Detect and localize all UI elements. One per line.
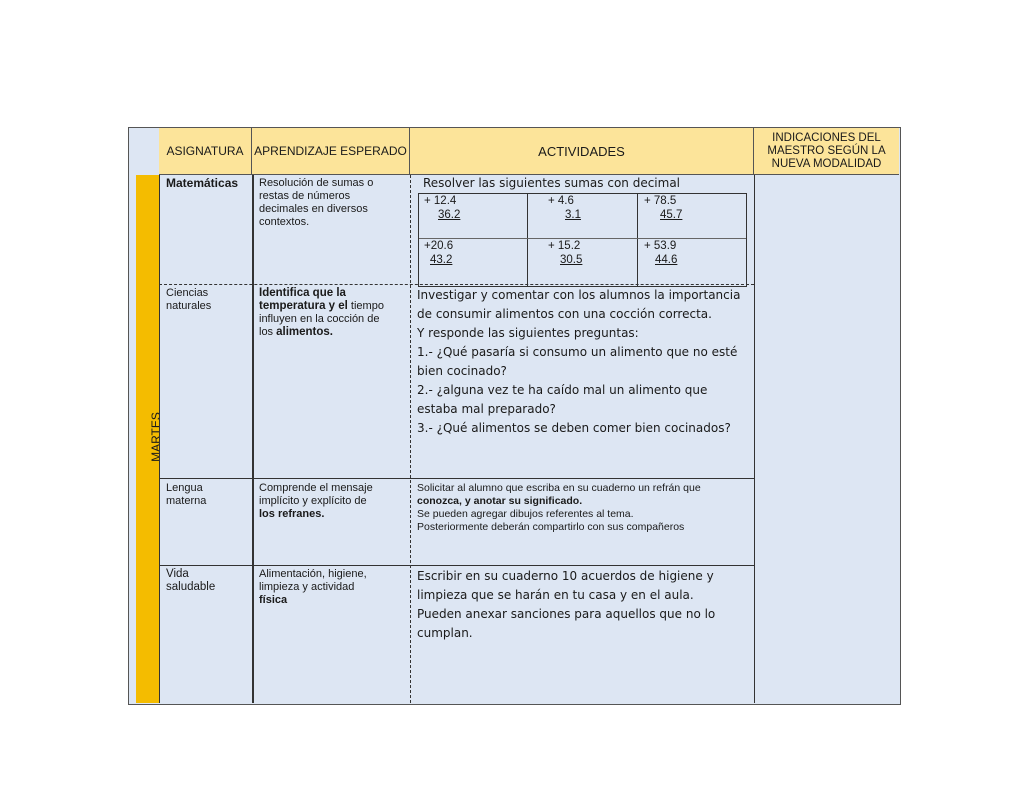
sum-1-b: 36.2 bbox=[438, 209, 461, 221]
sum-3-a: + 78.5 bbox=[644, 195, 677, 207]
sum-4-a: +20.6 bbox=[424, 240, 454, 252]
day-label: MARTES bbox=[148, 412, 163, 462]
learning-lengua bbox=[259, 482, 384, 521]
activity-vida-line: Escribir en su cuaderno 10 acuerdos de higiene y limpieza que se harán en tu casa y en el aula. bbox=[417, 569, 714, 602]
sum-2-b: 3.1 bbox=[565, 209, 581, 221]
activity-lengua-line: Solicitar al alumno que escriba en su cuaderno un refrán que bbox=[417, 482, 701, 494]
subject-lengua: Lengua materna bbox=[166, 482, 207, 507]
activity-ciencias-line: Investigar y comentar con los alumnos la importancia de consumir alimentos con una cocción correcta. bbox=[417, 288, 741, 321]
activity-ciencias-line: 2.- ¿alguna vez te ha caído mal un alimento que estaba mal preparado? bbox=[417, 383, 708, 416]
sum-5-b: 30.5 bbox=[560, 254, 583, 266]
activity-lengua-line: Se pueden agregar dibujos referentes al tema. bbox=[417, 508, 634, 520]
sum-4-b: 43.2 bbox=[430, 254, 453, 266]
activity-ciencias bbox=[417, 286, 749, 438]
sum-2-a: + 4.6 bbox=[548, 195, 574, 207]
activity-lengua-line: conozca, y anotar su significado. bbox=[417, 495, 583, 507]
header-actividades-text: ACTIVIDADES bbox=[538, 143, 625, 159]
row-divider bbox=[159, 478, 754, 479]
sum-6-b: 44.6 bbox=[655, 254, 678, 266]
learning-lengua-normal: Comprende el mensaje implícito y explícito de bbox=[259, 482, 373, 507]
row-divider bbox=[159, 565, 754, 566]
header-aprendizaje-text: APRENDIZAJE ESPERADO bbox=[254, 144, 407, 158]
header-indicaciones-text: INDICACIONES DEL MAESTRO SEGÚN LA NUEVA MODALIDAD bbox=[767, 131, 886, 170]
sum-6-a: + 53.9 bbox=[644, 240, 677, 252]
col-divider bbox=[252, 175, 254, 703]
subject-matematicas: Matemáticas bbox=[166, 176, 239, 190]
activity-lengua-line: Posteriormente deberán compartirlo con sus compañeros bbox=[417, 521, 685, 533]
learning-ciencias-bold2: alimentos. bbox=[276, 326, 334, 338]
learning-vida-normal: Alimentación, higiene, limpieza y actividad bbox=[259, 568, 367, 593]
activity-lengua bbox=[417, 482, 749, 534]
col-divider bbox=[754, 175, 755, 703]
sums-grid bbox=[418, 193, 747, 287]
sum-5-a: + 15.2 bbox=[548, 240, 581, 252]
header-indicaciones bbox=[754, 128, 899, 175]
header-asignatura-text: ASIGNATURA bbox=[166, 144, 244, 158]
sum-3-b: 45.7 bbox=[660, 209, 683, 221]
learning-lengua-bold: los refranes. bbox=[259, 508, 325, 520]
activity-ciencias-line: 1.- ¿Qué pasaría si consumo un alimento que no esté bien cocinado? bbox=[417, 345, 738, 378]
activity-vida-line: Pueden anexar sanciones para aquellos que no lo cumplan. bbox=[417, 607, 716, 640]
learning-vida-bold: física bbox=[259, 594, 288, 606]
header-asignatura bbox=[159, 128, 252, 175]
learning-vida bbox=[259, 568, 384, 607]
sum-1-a: + 12.4 bbox=[424, 195, 457, 207]
activity-title-matematicas: Resolver las siguientes sumas con decimal bbox=[423, 176, 681, 190]
learning-ciencias-bold1: Identifica que la temperatura y el bbox=[259, 287, 348, 312]
activity-vida bbox=[417, 567, 749, 643]
learning-ciencias bbox=[259, 287, 389, 339]
subject-ciencias: Ciencias naturales bbox=[166, 287, 212, 312]
header-actividades bbox=[410, 128, 754, 175]
learning-ciencias-normal: tiempo influyen en la cocción de los bbox=[259, 300, 384, 338]
col-divider bbox=[159, 175, 160, 703]
activity-ciencias-line: Y responde las siguientes preguntas: bbox=[417, 326, 639, 340]
activity-ciencias-line: 3.- ¿Qué alimentos se deben comer bien cocinados? bbox=[417, 421, 731, 435]
learning-matematicas: Resolución de sumas o restas de números decimales en diversos contextos. bbox=[259, 177, 374, 228]
subject-vida: Vida saludable bbox=[166, 568, 216, 593]
col-divider bbox=[410, 175, 411, 703]
header-aprendizaje bbox=[252, 128, 410, 175]
